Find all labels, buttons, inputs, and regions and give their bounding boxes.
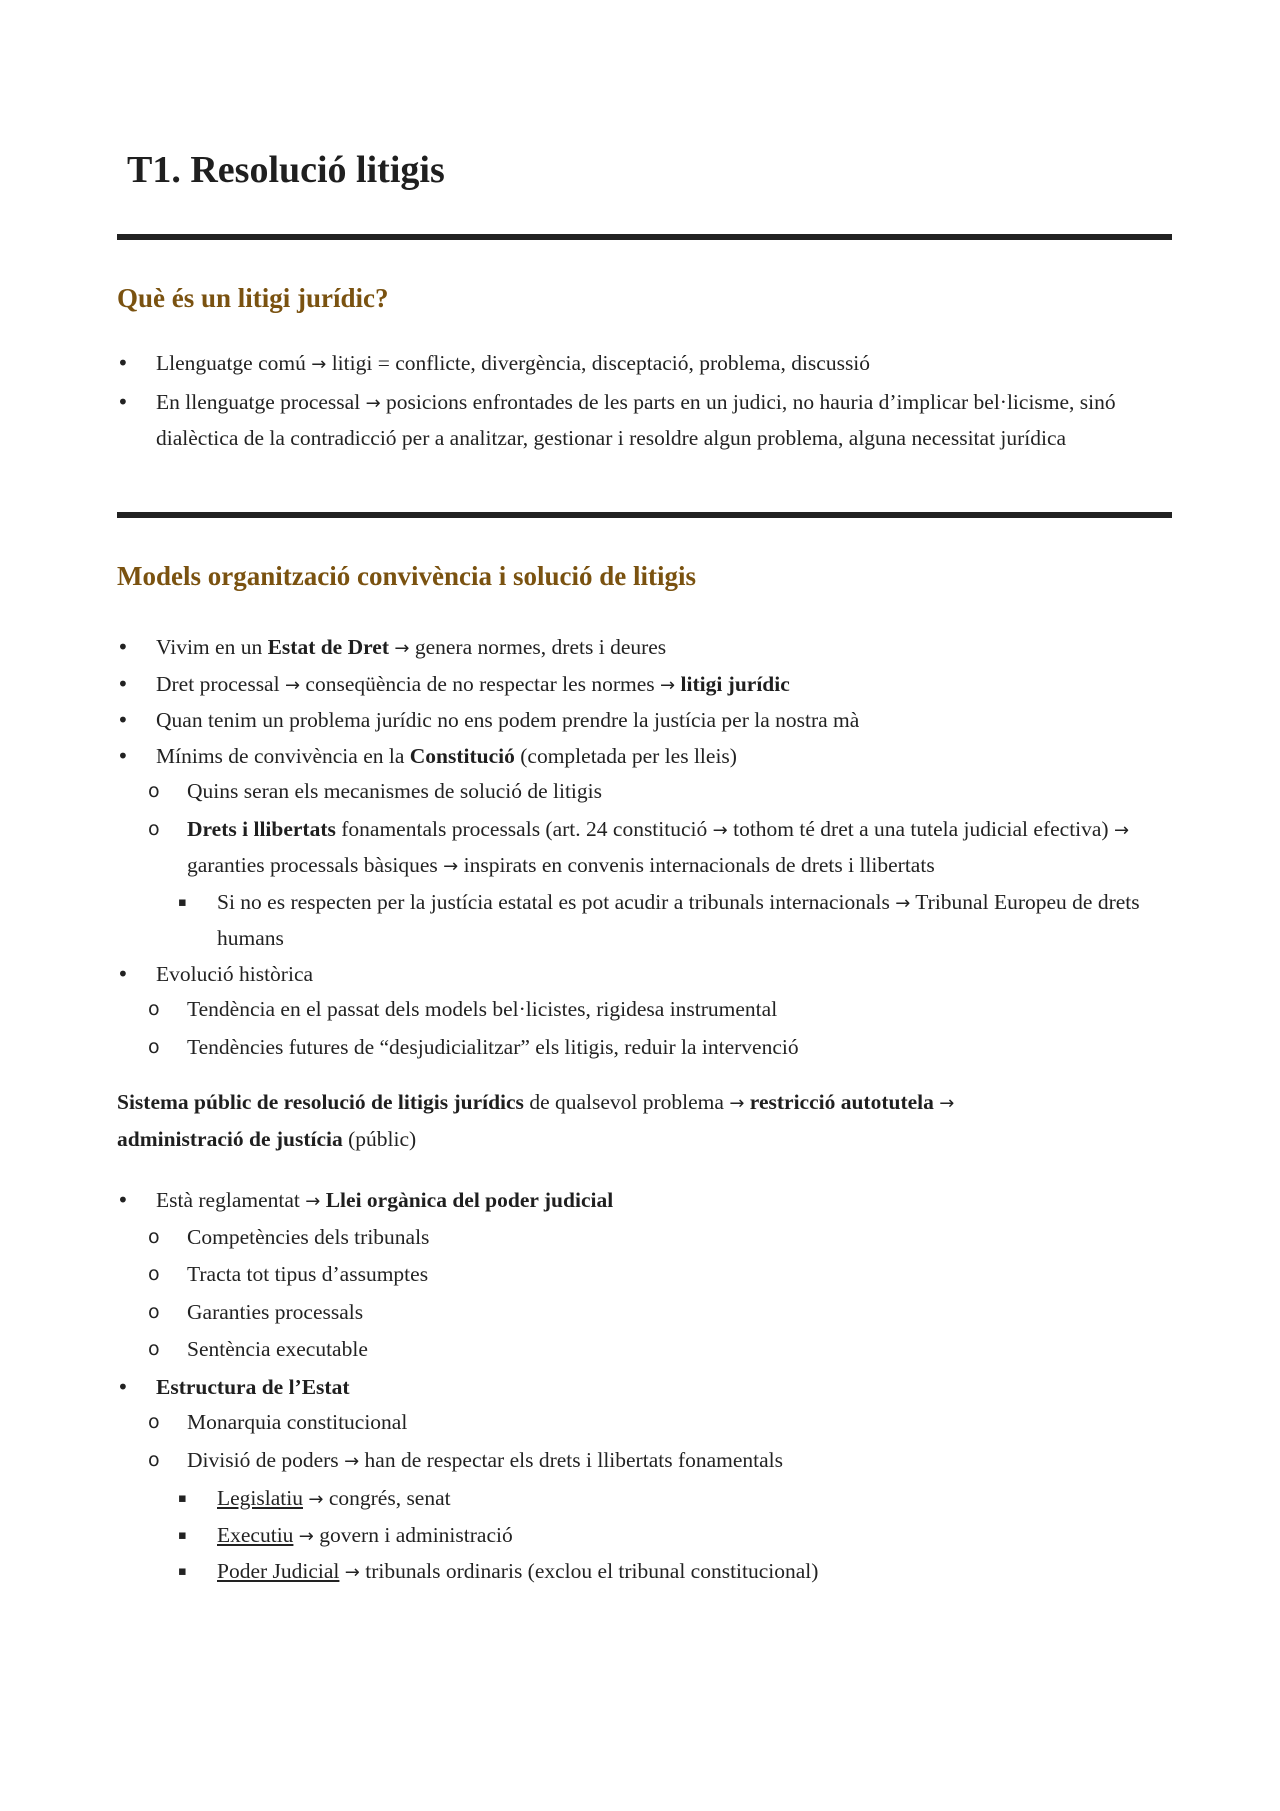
bullet-icon: •	[117, 961, 129, 986]
list-item: • Està reglamentat → Llei orgànica del poder judicial	[117, 1183, 1177, 1220]
bullet-icon: •	[117, 1374, 129, 1399]
arrow-right-icon: →	[895, 892, 911, 914]
list-item: o Quins seran els mecanismes de solució de litigis	[117, 774, 1177, 810]
arrow-right-icon: →	[298, 1525, 314, 1547]
structure-list	[117, 1183, 1177, 1591]
list-item: ▪ Si no es respecten per la justícia estatal es pot acudir a tribunals internacionals → Tribunal Europeu de drets humans	[117, 885, 1177, 957]
section-litigi-list	[117, 346, 1177, 457]
list-item: ▪ Executiu → govern i administració	[117, 1518, 1177, 1555]
circle-bullet-icon: o	[148, 1448, 160, 1471]
system-paragraph: Sistema públic de resolució de litigis jurídics de qualsevol problema → restricció autotutela → administració de justícia (públic)	[117, 1090, 955, 1151]
circle-bullet-icon: o	[148, 1338, 160, 1360]
circle-bullet-icon: o	[148, 1300, 160, 1323]
square-bullet-icon: ▪	[178, 894, 187, 910]
circle-bullet-icon: o	[148, 780, 160, 802]
circle-bullet-icon: o	[148, 1225, 160, 1248]
bullet-icon: •	[117, 1188, 129, 1212]
section-models-list	[117, 630, 1177, 1065]
section-divider	[117, 512, 1172, 518]
arrow-right-icon: →	[308, 1489, 324, 1510]
list-item: • Mínims de convivència en la Constitució (completada per les lleis)	[117, 739, 1177, 775]
arrow-right-icon: →	[939, 1093, 955, 1114]
arrow-right-icon: →	[394, 638, 410, 659]
circle-bullet-icon: o	[148, 998, 160, 1020]
arrow-right-icon: →	[660, 674, 676, 696]
list-item: o Garanties processals	[117, 1295, 1177, 1331]
list-item: o Sentència executable	[117, 1332, 1177, 1368]
list-item: ▪ Legislatiu → congrés, senat	[117, 1481, 1177, 1518]
circle-bullet-icon: o	[148, 1263, 160, 1285]
list-item: o Monarquia constitucional	[117, 1405, 1177, 1441]
list-item: • Vivim en un Estat de Dret → genera normes, drets i deures	[117, 630, 1177, 667]
section-heading-litigi: Què és un litigi jurídic?	[117, 283, 389, 313]
list-item: • Evolució històrica	[117, 957, 1177, 993]
list-item: o Tracta tot tipus d’assumptes	[117, 1257, 1177, 1293]
circle-bullet-icon: o	[148, 1035, 160, 1058]
bullet-icon: •	[117, 671, 129, 696]
title-divider	[117, 234, 1172, 240]
page-title: T1. Resolució litigis	[127, 149, 445, 191]
square-bullet-icon: ▪	[178, 1491, 187, 1506]
arrow-right-icon: →	[365, 392, 381, 414]
arrow-right-icon: →	[344, 1562, 360, 1583]
section-heading-models: Models organització convivència i solució de litigis	[117, 561, 696, 591]
circle-bullet-icon: o	[148, 817, 160, 840]
list-item: o Drets i llibertats fonamentals processals (art. 24 constitució → tothom té dret a una tutela judicial efectiva) → garanties processals bàsiques → inspirats en convenis internacionals de drets i llibertats	[117, 812, 1177, 885]
arrow-right-icon: →	[729, 1093, 745, 1114]
square-bullet-icon: ▪	[178, 1564, 187, 1579]
list-item: o Tendència en el passat dels models bel·licistes, rigidesa instrumental	[117, 992, 1177, 1028]
arrow-right-icon: →	[305, 1191, 321, 1212]
bullet-icon: •	[117, 389, 129, 414]
arrow-right-icon: →	[311, 354, 327, 375]
bullet-icon: •	[117, 708, 129, 732]
list-item: • Estructura de l’Estat	[117, 1370, 1177, 1406]
arrow-right-icon: →	[443, 856, 459, 877]
arrow-right-icon: →	[344, 1450, 360, 1472]
list-item: • Llenguatge comú → litigi = conflicte, divergència, disceptació, problema, discussió	[117, 346, 1177, 383]
list-item: o Competències dels tribunals	[117, 1220, 1177, 1256]
arrow-right-icon: →	[1113, 819, 1130, 841]
list-item: • Dret processal → conseqüència de no respectar les normes → litigi jurídic	[117, 667, 1177, 704]
bullet-icon: •	[117, 351, 129, 375]
bullet-icon: •	[117, 743, 129, 768]
list-item: • En llenguatge processal → posicions enfrontades de les parts en un judici, no hauria d’implicar bel·licisme, sinó dialèctica de la contradicció per a analitzar, gestionar i resoldre algun problema, alguna necessitat jurídica	[117, 385, 1177, 457]
list-item: ▪ Poder Judicial → tribunals ordinaris (exclou el tribunal constitucional)	[117, 1554, 1177, 1591]
list-item: o Tendències futures de “desjudicialitzar” els litigis, reduir la intervenció	[117, 1030, 1177, 1066]
arrow-right-icon: →	[284, 674, 301, 696]
list-item: o Divisió de poders → han de respectar els drets i llibertats fonamentals	[117, 1443, 1177, 1480]
square-bullet-icon: ▪	[178, 1527, 187, 1543]
bullet-icon: •	[117, 635, 129, 659]
arrow-right-icon: →	[712, 819, 728, 841]
circle-bullet-icon: o	[148, 1411, 160, 1433]
list-item: • Quan tenim un problema jurídic no ens podem prendre la justícia per la nostra mà	[117, 703, 1177, 739]
